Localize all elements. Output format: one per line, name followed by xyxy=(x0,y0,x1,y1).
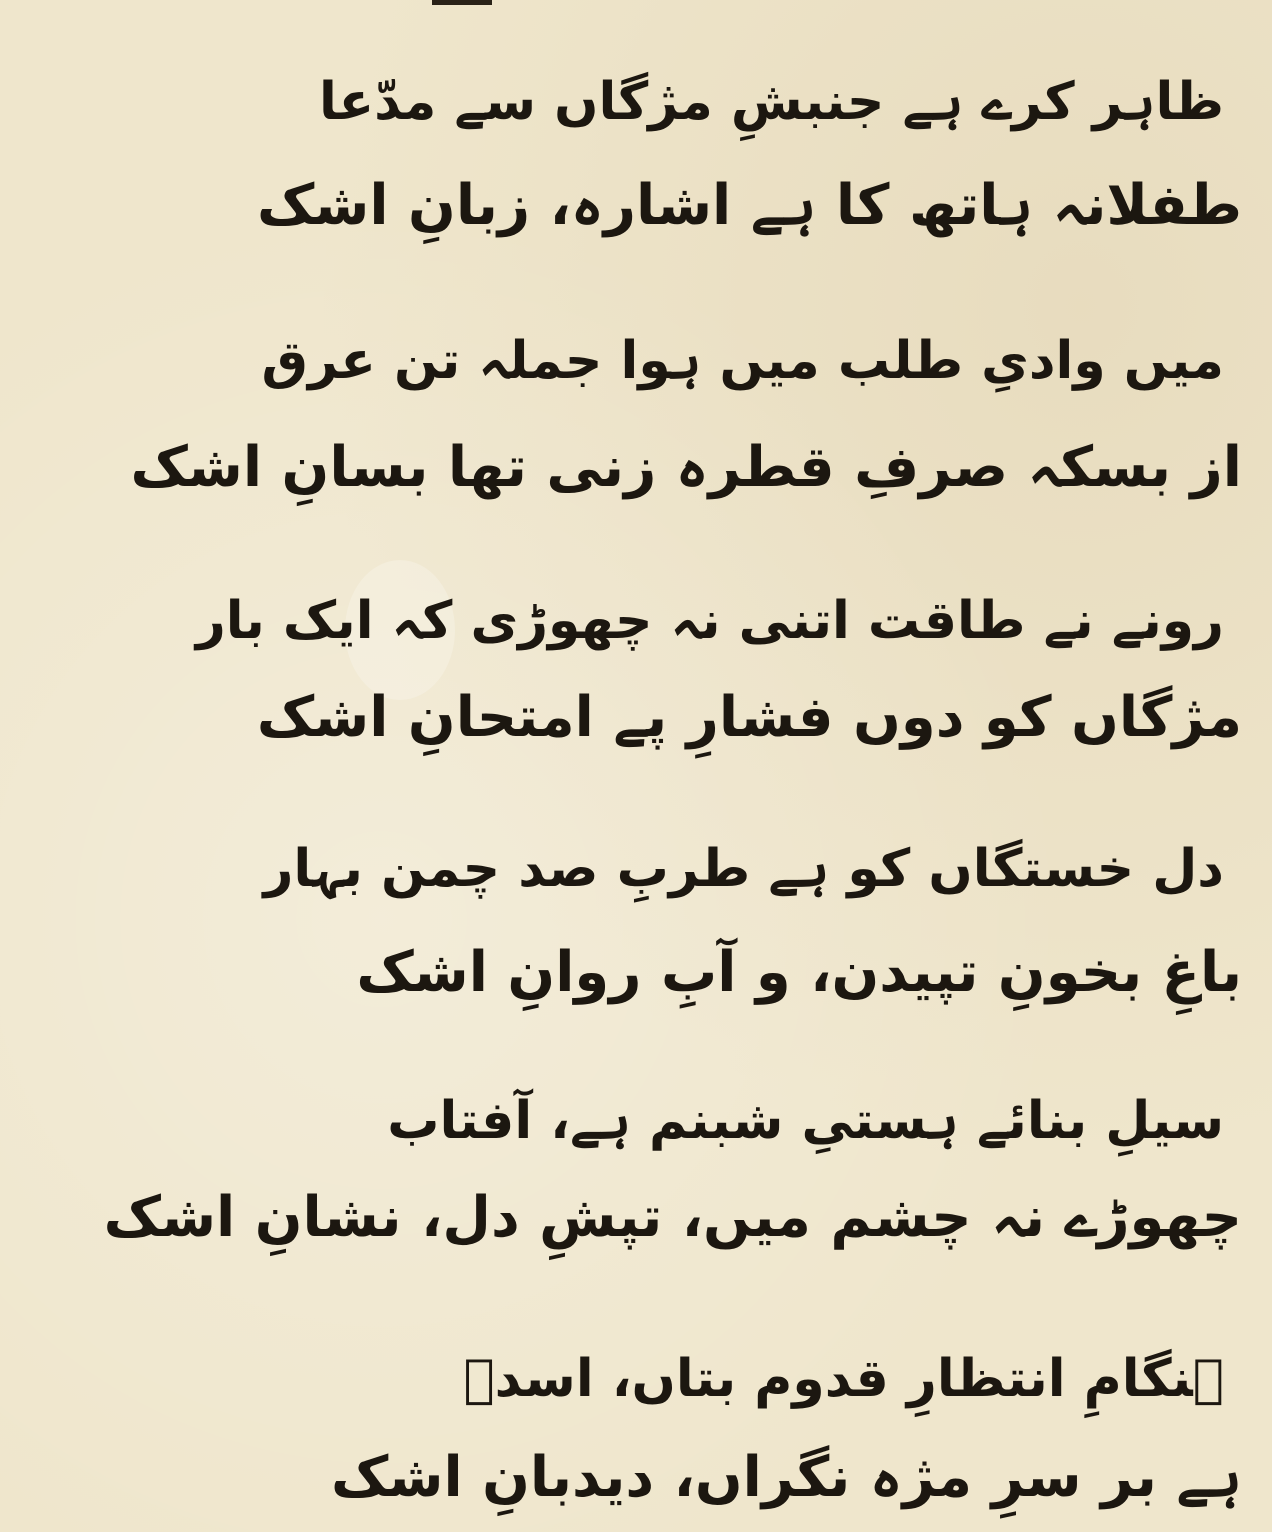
couplet-2-line-1: میں وادیِ طلب میں ہوا جملہ تن عرق xyxy=(261,331,1224,391)
couplet-3-line-2: مژگاں کو دوں فشارِ پے امتحانِ اشک xyxy=(256,685,1242,750)
couplet-4-line-1: دل خستگاں کو ہے طربِ صد چمن بہار xyxy=(263,839,1224,899)
couplet-5-line-1: سیلِ بنائے ہستیِ شبنم ہے، آفتاب xyxy=(387,1091,1224,1151)
couplet-5-line-2: چھوڑے نہ چشم میں، تپشِ دل، نشانِ اشک xyxy=(103,1185,1242,1250)
couplet-6-line-1: ہنگامِ انتظارِ قدوم بتاں، اسدؔ xyxy=(463,1349,1224,1409)
couplet-2-line-2: از بسکہ صرفِ قطرہ زنی تھا بسانِ اشک xyxy=(130,435,1242,500)
top-rule-mark xyxy=(432,0,492,5)
couplet-6-line-2: ہے بر سرِ مژہ نگراں، دیدبانِ اشک xyxy=(331,1445,1242,1510)
couplet-1-line-1: ظاہر کرے ہے جنبشِ مژگاں سے مدّعا xyxy=(319,72,1224,132)
couplet-3-line-1: رونے نے طاقت اتنی نہ چھوڑی کہ ایک بار xyxy=(195,591,1224,651)
couplet-4-line-2: باغِ بخونِ تپیدن، و آبِ روانِ اشک xyxy=(356,940,1242,1005)
couplet-1-line-2: طفلانہ ہاتھ کا ہے اشارہ، زبانِ اشک xyxy=(256,173,1242,238)
